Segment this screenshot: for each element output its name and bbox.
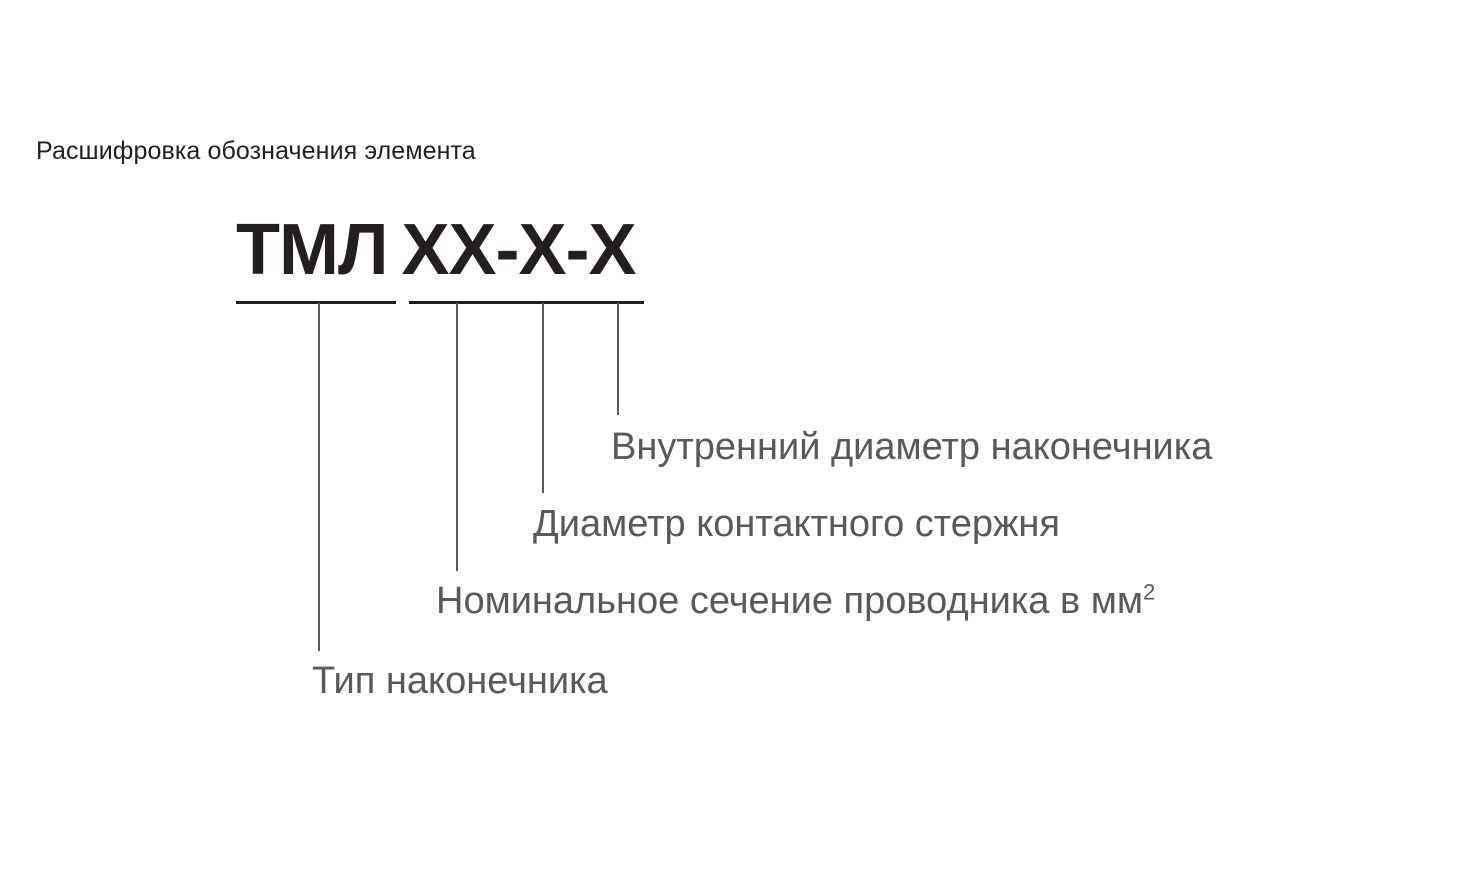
code-segment-rest: XX-X-X	[401, 210, 636, 290]
leader-line-inner-diameter	[617, 303, 619, 415]
underline-type-segment	[236, 301, 396, 304]
label-tip-type: Тип наконечника	[312, 660, 608, 702]
label-inner-diameter: Внутренний диаметр наконечника	[611, 426, 1213, 468]
code-segment-type: ТМЛ	[236, 210, 388, 290]
underline-rest-segment	[409, 301, 644, 304]
leader-line-nominal-section	[456, 303, 458, 571]
label-rod-diameter: Диаметр контактного стержня	[533, 503, 1060, 545]
leader-line-tip-type	[318, 303, 320, 651]
designation-code	[236, 210, 636, 290]
label-nominal-section-text: Номинальное сечение проводника в мм	[436, 580, 1143, 622]
label-nominal-section	[436, 579, 1156, 622]
leader-line-rod-diameter	[542, 303, 544, 493]
page-title: Расшифровка обозначения элемента	[36, 137, 476, 165]
label-nominal-section-superscript: 2	[1142, 579, 1156, 605]
